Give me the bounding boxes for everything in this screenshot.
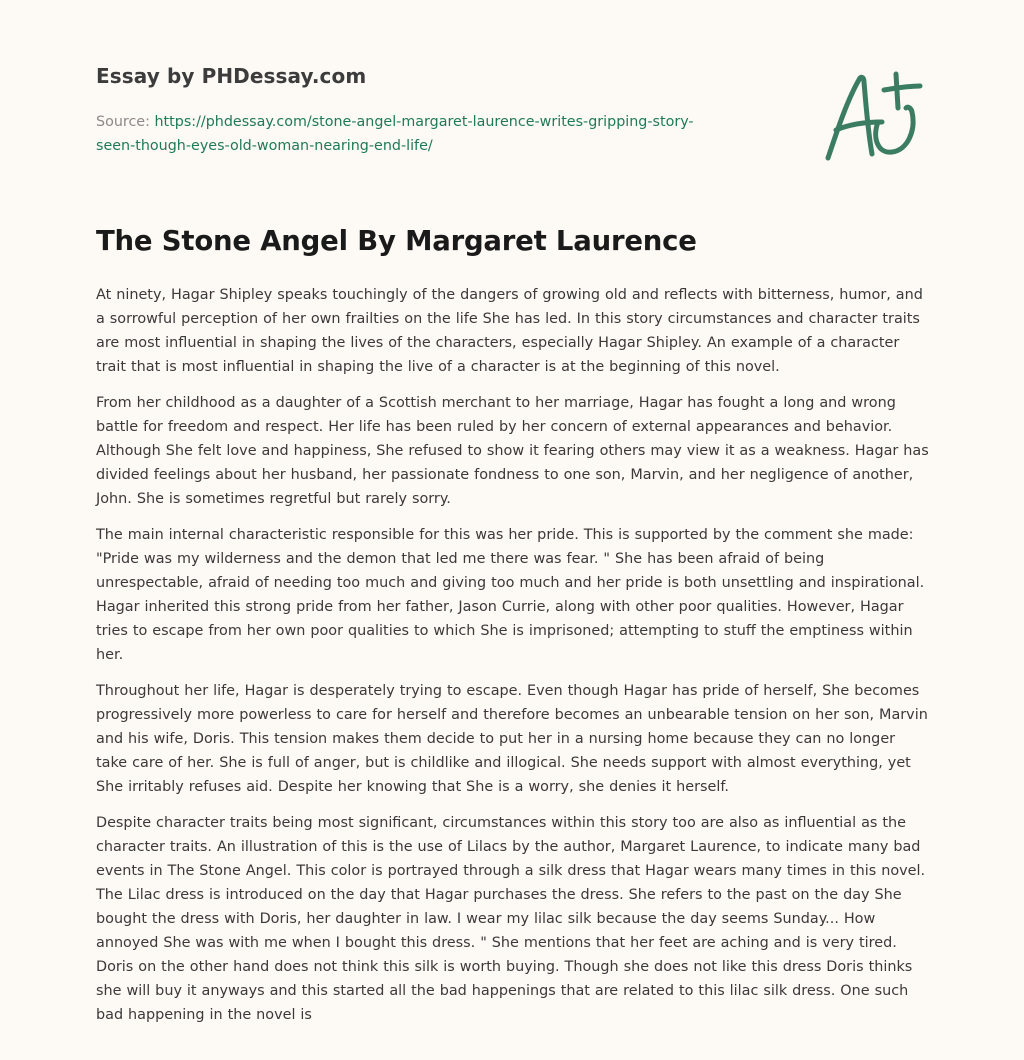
essay-paragraph: At ninety, Hagar Shipley speaks touchingly of the dangers of growing old and reflects with bitterness, humor, and a sorrowful perception of her own frailties on the life She has led. In this story circumstances and character traits are most influential in shaping the lives of the characters, especially Hagar Shipley. An example of a character trait that is most influential in shaping the live of a character is at the beginning of this novel. bbox=[96, 287, 923, 375]
source-link[interactable] bbox=[96, 114, 694, 154]
a-plus-logo-icon bbox=[816, 66, 931, 166]
site-title: Essay by PHDessay.com bbox=[96, 64, 367, 88]
essay-paragraph: The main internal characteristic responsible for this was her pride. This is supported by the comment she made: "Pride was my wilderness and the demon that led me there was fear. " She has been afraid of being unrespectable, afraid of needing too much and giving too much and her pride is both unsettling and inspirational. Hagar inherited this strong pride from her father, Jason Currie, along with other poor qualities. However, Hagar tries to escape from her own poor qualities to which She is imprisoned; attempting to stuff the emptiness within her. bbox=[96, 527, 925, 663]
essay-body bbox=[96, 283, 930, 1039]
essay-paragraph: Despite character traits being most significant, circumstances within this story too are also as influential as the character traits. An illustration of this is the use of Lilacs by the author, Margaret Laurence, to indicate many bad events in The Stone Angel. This color is portrayed through a silk dress that Hagar wears many times in this novel. The Lilac dress is introduced on the day that Hagar purchases the dress. She refers to the past on the day She bought the dress with Doris, her daughter in law. I wear my lilac silk because the day seems Sunday... How annoyed She was with me when I bought this dress. " She mentions that her feet are aching and is very tired. Doris on the other hand does not think this silk is worth buying. Though she does not like this dress Doris thinks she will buy it anyways and this started all the bad happenings that are related to this lilac silk dress. One such bad happening in the novel is bbox=[96, 815, 926, 1023]
essay-paragraph: Throughout her life, Hagar is desperately trying to escape. Even though Hagar has pride of herself, She becomes progressively more powerless to care for herself and therefore becomes an unbearable tension on her son, Marvin and his wife, Doris. This tension makes them decide to put her in a nursing home because they can no longer take care of her. She is full of anger, but is childlike and illogical. She needs support with almost everything, yet She irritably refuses aid. Despite her knowing that She is a worry, she denies it herself. bbox=[96, 683, 928, 795]
source-line bbox=[96, 110, 736, 158]
source-label: Source: bbox=[96, 114, 150, 130]
essay-title: The Stone Angel By Margaret Laurence bbox=[96, 225, 697, 257]
essay-paragraph: From her childhood as a daughter of a Scottish merchant to her marriage, Hagar has fought a long and wrong battle for freedom and respect. Her life has been ruled by her concern of external appearances and behavior. Although She felt love and happiness, She refused to show it fearing others may view it as a weakness. Hagar has divided feelings about her husband, her passionate fondness to one son, Marvin, and her negligence of another, John. She is sometimes regretful but rarely sorry. bbox=[96, 395, 929, 507]
source-link-line-2: seen-though-eyes-old-woman-nearing-end-life/ bbox=[96, 138, 433, 154]
source-link-line-1: https://phdessay.com/stone-angel-margaret-laurence-writes-gripping-story- bbox=[154, 114, 694, 130]
